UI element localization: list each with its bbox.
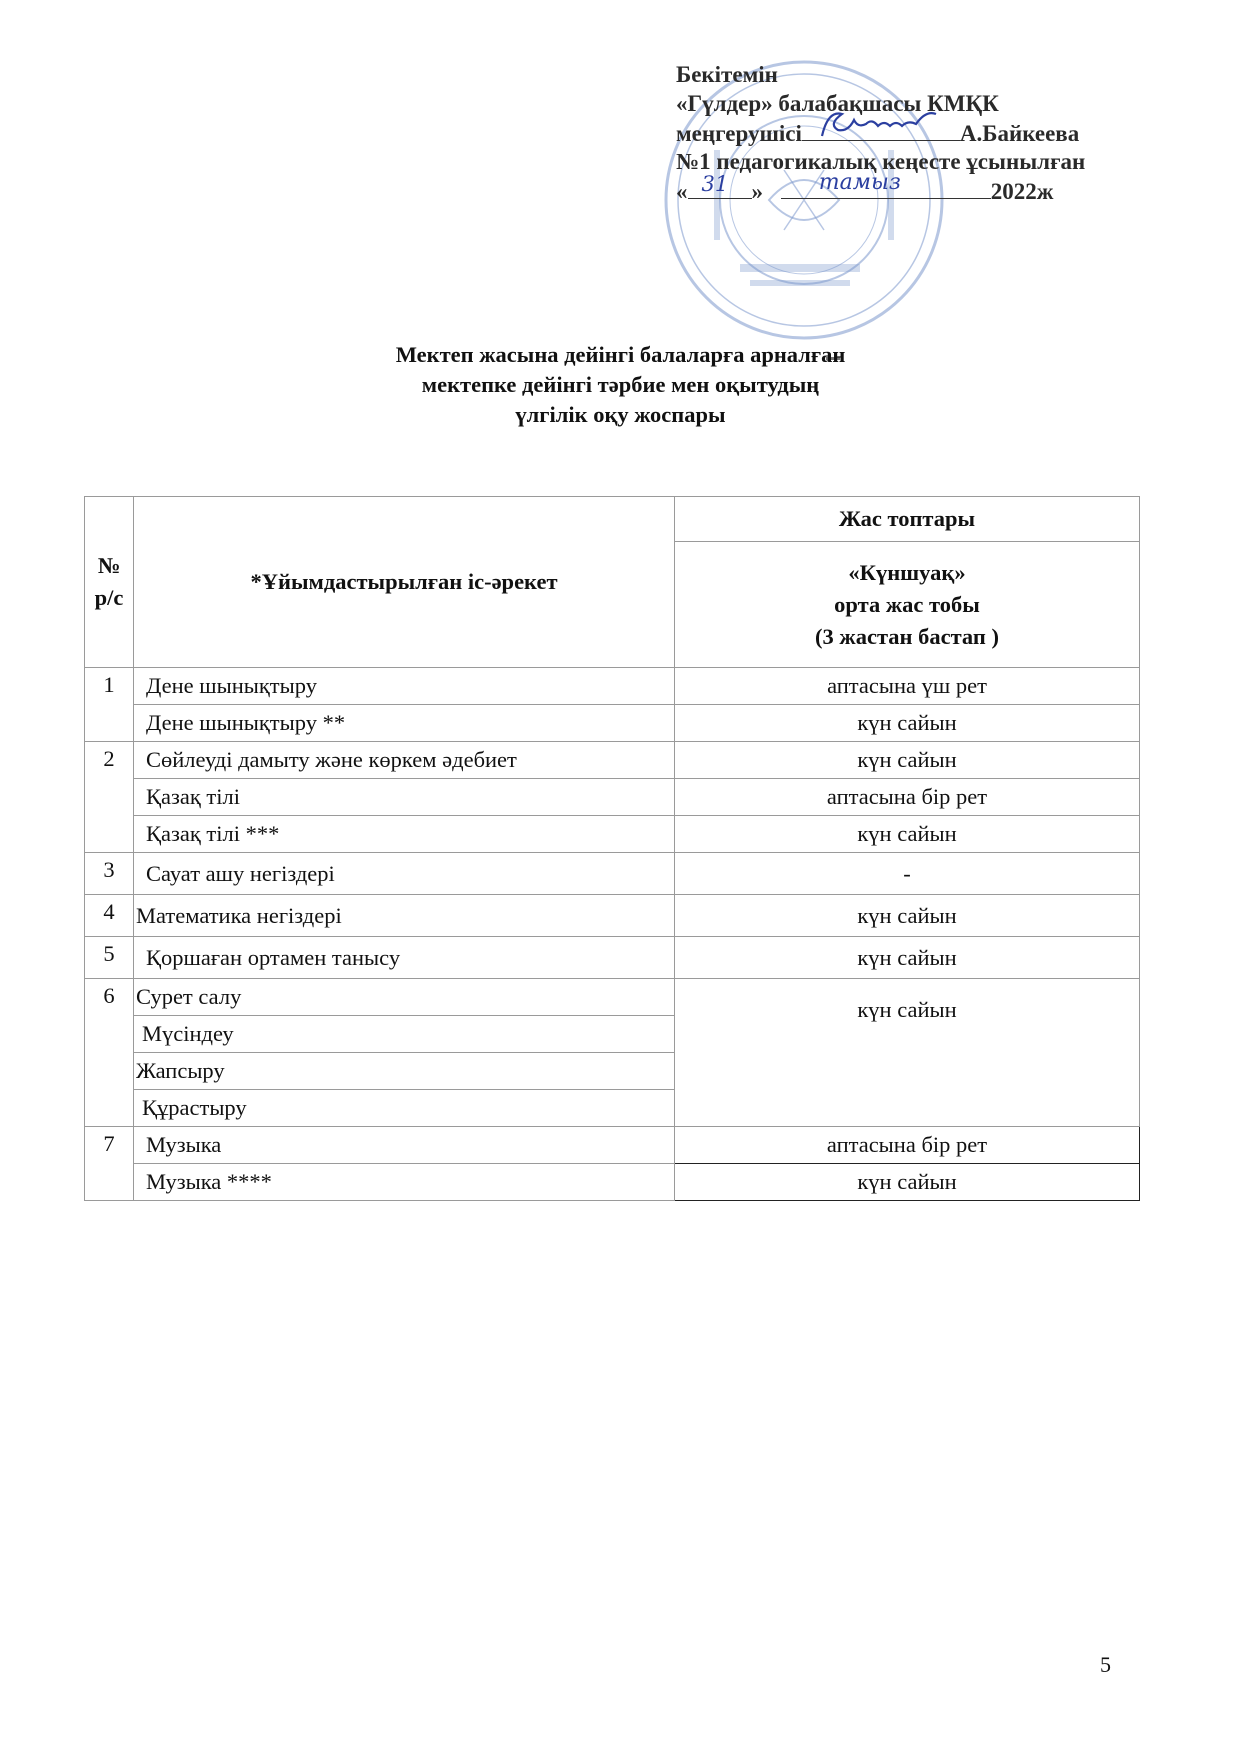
row-activity: Мүсіндеу: [134, 1016, 675, 1053]
header-activity: *Ұйымдастырылған іс-әрекет: [134, 497, 675, 668]
table-row: [85, 668, 1140, 705]
header-num: №: [97, 553, 121, 578]
row-frequency: аптасына бір рет: [675, 779, 1140, 816]
row-activity: Қазақ тілі ***: [134, 816, 675, 853]
row-activity: Дене шынықтыру **: [134, 705, 675, 742]
page-number: 5: [1100, 1652, 1111, 1677]
row-activity: Дене шынықтыру: [134, 668, 675, 705]
title-line: үлгілік оқу жоспары: [515, 402, 726, 427]
row-number: 3: [85, 853, 134, 895]
row-number: 7: [85, 1127, 134, 1201]
table-row: [85, 979, 1140, 1016]
approval-date-open: «: [676, 179, 688, 204]
row-activity: Сауат ашу негіздері: [134, 853, 675, 895]
curriculum-table: [84, 496, 1140, 1201]
date-day-field: [688, 172, 752, 199]
title-line: Мектеп жасына дейінгі балаларға арналған: [395, 342, 846, 367]
row-frequency: күн сайын: [675, 979, 1140, 1127]
row-frequency: күн сайын: [675, 742, 1140, 779]
row-frequency: күн сайын: [675, 895, 1140, 937]
approval-line: меңгерушісі: [676, 121, 802, 146]
row-frequency: -: [675, 853, 1140, 895]
header-group-name: «Күншуақ»: [848, 559, 966, 585]
approval-line: №1 педагогикалық кеңесте ұсынылған: [676, 149, 1086, 174]
header-age-groups: Жас топтары: [675, 497, 1140, 542]
date-year: 2022ж: [990, 179, 1054, 204]
row-frequency: аптасына бір рет: [675, 1127, 1140, 1164]
approval-date-close: »: [751, 179, 763, 204]
row-frequency: күн сайын: [675, 705, 1140, 742]
row-number: 5: [85, 937, 134, 979]
row-activity: Сурет салу: [134, 979, 675, 1016]
row-activity: Музыка: [134, 1127, 675, 1164]
row-number: 1: [85, 668, 134, 742]
table-row: [85, 705, 1140, 742]
table-row: [85, 1127, 1140, 1164]
header-group-age: (3 жастан бастап ): [815, 623, 999, 649]
approval-block: [676, 60, 1146, 310]
approval-line: А.Байкеева: [959, 121, 1080, 146]
header-num-sub: р/с: [94, 585, 124, 610]
row-activity: Сөйлеуді дамыту және көркем әдебиет: [134, 742, 675, 779]
row-activity: Музыка ****: [134, 1164, 675, 1201]
row-frequency: күн сайын: [675, 816, 1140, 853]
title-line: мектепке дейінгі тәрбие мен оқытудың: [421, 372, 820, 397]
approval-line: Бекітемін: [676, 62, 778, 87]
date-day: 31: [701, 172, 729, 196]
header-group-cell: [675, 542, 1140, 668]
row-activity: Математика негіздері: [134, 895, 675, 937]
signature-icon: [802, 108, 960, 142]
table-row: [85, 779, 1140, 816]
header-num-cell: [85, 497, 134, 668]
row-frequency: күн сайын: [675, 937, 1140, 979]
table-row: [85, 895, 1140, 937]
approval-line: «Гүлдер» балабақшасы КМҚК: [676, 91, 999, 116]
row-number: 2: [85, 742, 134, 853]
row-frequency: аптасына үш рет: [675, 668, 1140, 705]
date-month-field: [781, 170, 991, 199]
row-activity: Жапсыру: [134, 1053, 675, 1090]
signature-field: [802, 118, 960, 141]
table-row: [85, 937, 1140, 979]
table-row: [85, 742, 1140, 779]
header-group-type: орта жас тобы: [834, 591, 980, 617]
date-month: тамыз: [818, 170, 901, 195]
table-row: [85, 816, 1140, 853]
row-frequency: күн сайын: [675, 1164, 1140, 1201]
row-activity: Қоршаған ортамен танысу: [134, 937, 675, 979]
document-title: [0, 340, 1241, 430]
row-number: 4: [85, 895, 134, 937]
table-row: [85, 1164, 1140, 1201]
row-activity: Құрастыру: [134, 1090, 675, 1127]
row-activity: Қазақ тілі: [134, 779, 675, 816]
table-row: [85, 853, 1140, 895]
row-number: 6: [85, 979, 134, 1127]
